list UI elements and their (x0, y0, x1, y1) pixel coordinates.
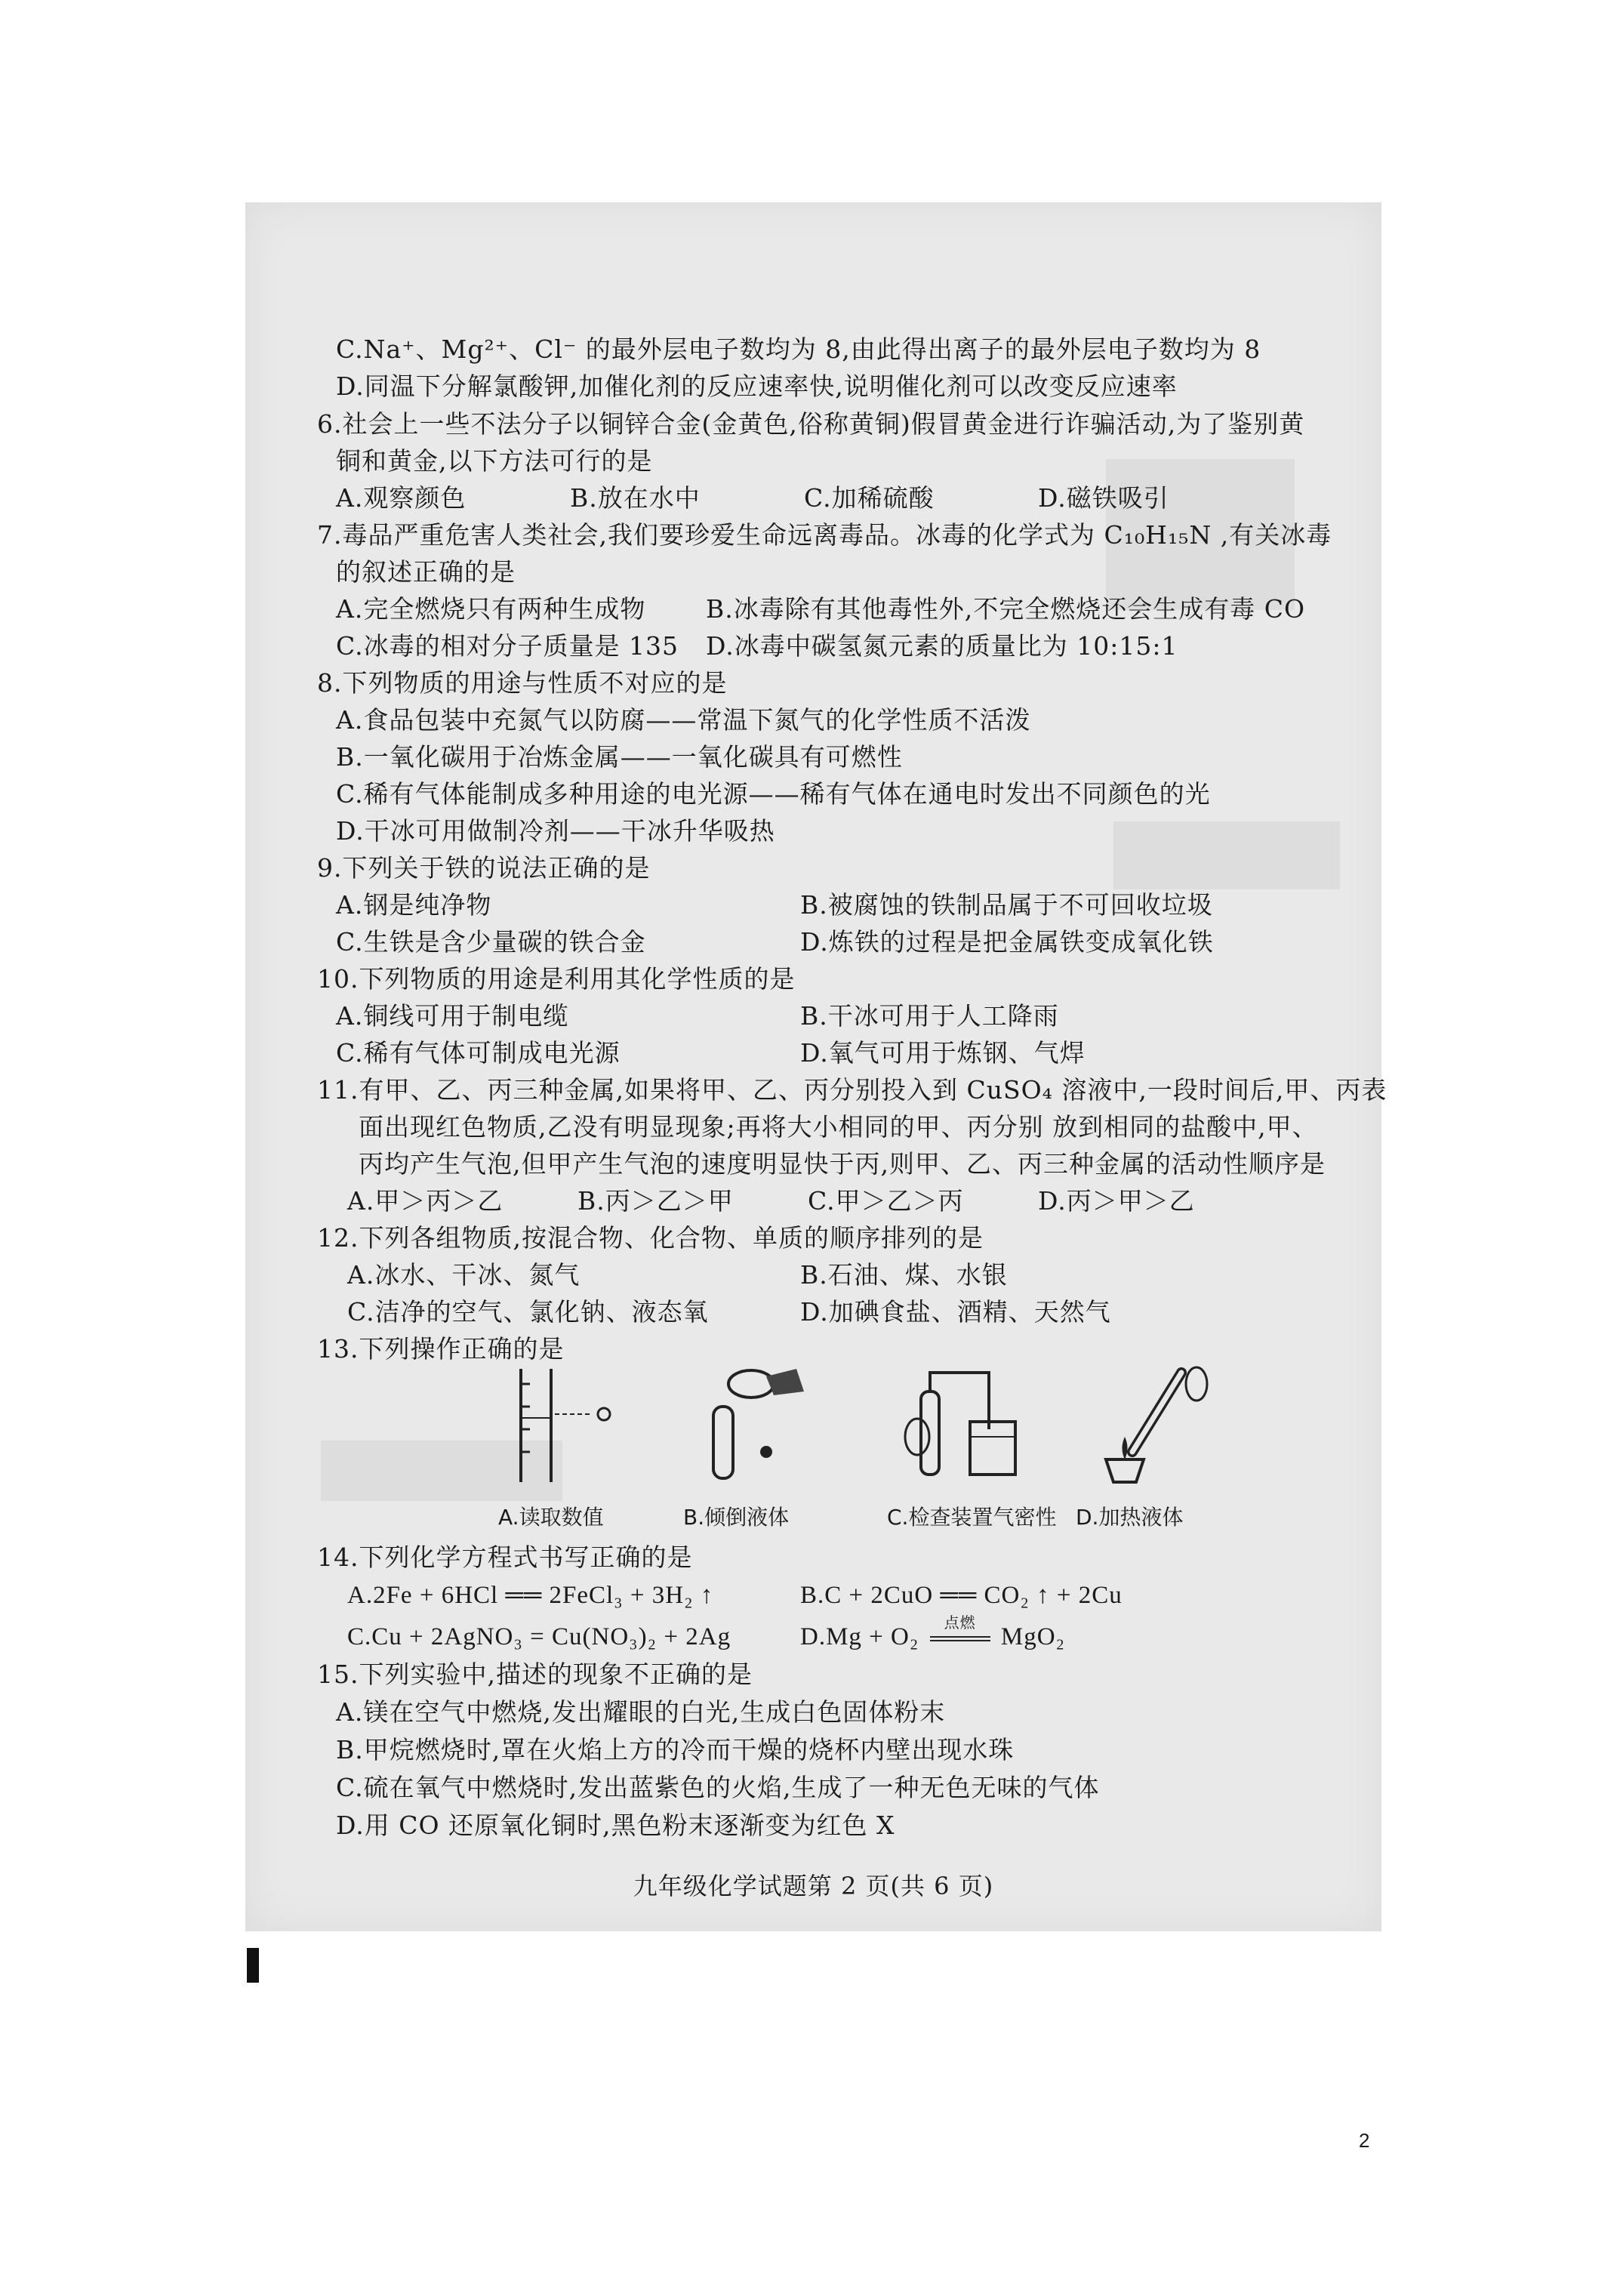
q6-option-d: D.磁铁吸引 (1038, 483, 1169, 513)
q10-option-a: A.铜线可用于制电缆 (336, 1001, 569, 1031)
scan-marker (247, 1948, 259, 1983)
q10-option-c: C.稀有气体可制成电光源 (336, 1038, 621, 1068)
q7-stem: 7.毒品严重危害人类社会,我们要珍爱生命远离毒品。冰毒的化学式为 C₁₀H₁₅N ,有关冰毒 (317, 520, 1332, 550)
q11-option-a: A.甲＞丙＞乙 (347, 1186, 504, 1216)
q6-stem: 6.社会上一些不法分子以铜锌合金(金黄色,俗称黄铜)假冒黄金进行诈骗活动,为了鉴别黄 (317, 409, 1305, 439)
q11-stem-cont2: 丙均产生气泡,但甲产生气泡的速度明显快于丙,则甲、乙、丙三种金属的活动性顺序是 (359, 1149, 1326, 1179)
q9-option-d: D.炼铁的过程是把金属铁变成氧化铁 (800, 927, 1214, 957)
q8-option-c: C.稀有气体能制成多种用途的电光源——稀有气体在通电时发出不同颜色的光 (336, 779, 1211, 809)
bleed-through-artifact (1113, 821, 1340, 889)
q5-option-d: D.同温下分解氯酸钾,加催化剂的反应速率快,说明催化剂可以改变反应速率 (336, 371, 1178, 401)
pouring-liquid-figure (683, 1361, 834, 1490)
q7-stem-cont: 的叙述正确的是 (336, 557, 516, 587)
q6-option-a: A.观察颜色 (336, 483, 467, 513)
q9-option-c: C.生铁是含少量碳的铁合金 (336, 927, 646, 957)
figure-b-caption: B.倾倒液体 (683, 1505, 790, 1530)
q14-option-a: A.2Fe + 6HCl ══ 2FeCl₃ + 3H₂ ↑ (347, 1582, 714, 1609)
q12-stem: 12.下列各组物质,按混合物、化合物、单质的顺序排列的是 (317, 1223, 984, 1253)
q6-option-c: C.加稀硫酸 (804, 483, 935, 513)
q9-option-a: A.钢是纯净物 (336, 890, 492, 920)
q7-option-d: D.冰毒中碳氢氮元素的质量比为 10:15:1 (706, 631, 1178, 661)
figure-a-caption: A.读取数值 (498, 1505, 604, 1530)
q12-option-b: B.石油、煤、水银 (800, 1260, 1008, 1290)
q11-stem: 11.有甲、乙、丙三种金属,如果将甲、乙、丙分别投入到 CuSO₄ 溶液中,一段时间后,甲、丙表 (317, 1075, 1387, 1105)
q7-option-b: B.冰毒除有其他毒性外,不完全燃烧还会生成有毒 CO (706, 594, 1306, 624)
q11-stem-cont: 面出现红色物质,乙没有明显现象;再将大小相同的甲、丙分别 放到相同的盐酸中,甲、 (359, 1112, 1318, 1142)
q10-option-b: B.干冰可用于人工降雨 (800, 1001, 1059, 1031)
reading-cylinder-figure (498, 1361, 649, 1490)
q14-option-c: C.Cu + 2AgNO₃ = Cu(NO₃)₂ + 2Ag (347, 1623, 731, 1650)
q15-option-c: C.硫在氧气中燃烧时,发出蓝紫色的火焰,生成了一种无色无味的气体 (336, 1773, 1100, 1802)
q12-option-d: D.加碘食盐、酒精、天然气 (800, 1297, 1111, 1327)
q5-option-c: C.Na⁺、Mg²⁺、Cl⁻ 的最外层电子数均为 8,由此得出离子的最外层电子数均为 8 (336, 334, 1261, 364)
q7-option-a: A.完全燃烧只有两种生成物 (336, 594, 646, 624)
q15-option-a: A.镁在空气中燃烧,发出耀眼的白光,生成白色固体粉末 (336, 1697, 946, 1727)
q8-stem: 8.下列物质的用途与性质不对应的是 (317, 668, 728, 698)
reaction-arrow (926, 1615, 994, 1652)
q11-option-d: D.丙＞甲＞乙 (1038, 1186, 1195, 1216)
heating-liquid-figure (1076, 1361, 1227, 1490)
q14-option-d (800, 1615, 1066, 1652)
page-footer: 九年级化学试题第 2 页(共 6 页) (633, 1872, 994, 1900)
q8-option-d: D.干冰可用做制冷剂——干冰升华吸热 (336, 816, 775, 846)
airtightness-check-figure (891, 1361, 1042, 1490)
q15-stem: 15.下列实验中,描述的现象不正确的是 (317, 1660, 753, 1689)
q10-option-d: D.氧气可用于炼钢、气焊 (800, 1038, 1086, 1068)
q7-option-c: C.冰毒的相对分子质量是 135 (336, 631, 679, 661)
figure-d-caption: D.加热液体 (1076, 1505, 1184, 1530)
q10-stem: 10.下列物质的用途是利用其化学性质的是 (317, 964, 796, 994)
scanned-page (245, 202, 1387, 1931)
q14-d-reactants: D.Mg + O₂ (800, 1623, 919, 1650)
page-number: 2 (1359, 2129, 1370, 2152)
q12-option-a: A.冰水、干冰、氮气 (347, 1260, 581, 1290)
q15-option-b: B.甲烷燃烧时,罩在火焰上方的冷而干燥的烧杯内壁出现水珠 (336, 1735, 1015, 1764)
q8-option-b: B.一氧化碳用于冶炼金属——一氧化碳具有可燃性 (336, 742, 903, 772)
q9-option-b: B.被腐蚀的铁制品属于不可回收垃圾 (800, 890, 1213, 920)
q13-stem: 13.下列操作正确的是 (317, 1334, 565, 1364)
q14-stem: 14.下列化学方程式书写正确的是 (317, 1542, 693, 1572)
q14-d-product: MgO₂ (1000, 1623, 1066, 1650)
reaction-condition: 点燃 (944, 1615, 976, 1632)
q8-option-a: A.食品包装中充氮气以防腐——常温下氮气的化学性质不活泼 (336, 705, 1031, 735)
figure-c-caption: C.检查装置气密性 (887, 1505, 1057, 1530)
q6-option-b: B.放在水中 (570, 483, 701, 513)
q12-option-c: C.洁净的空气、氯化钠、液态氧 (347, 1297, 709, 1327)
q11-option-c: C.甲＞乙＞丙 (808, 1186, 964, 1216)
q11-option-b: B.丙＞乙＞甲 (577, 1186, 734, 1216)
q14-option-b: B.C + 2CuO ══ CO₂ ↑ + 2Cu (800, 1582, 1123, 1609)
q9-stem: 9.下列关于铁的说法正确的是 (317, 853, 651, 883)
q6-stem-cont: 铜和黄金,以下方法可行的是 (336, 446, 653, 476)
q15-option-d: D.用 CO 还原氧化铜时,黑色粉末逐渐变为红色 X (336, 1811, 895, 1840)
